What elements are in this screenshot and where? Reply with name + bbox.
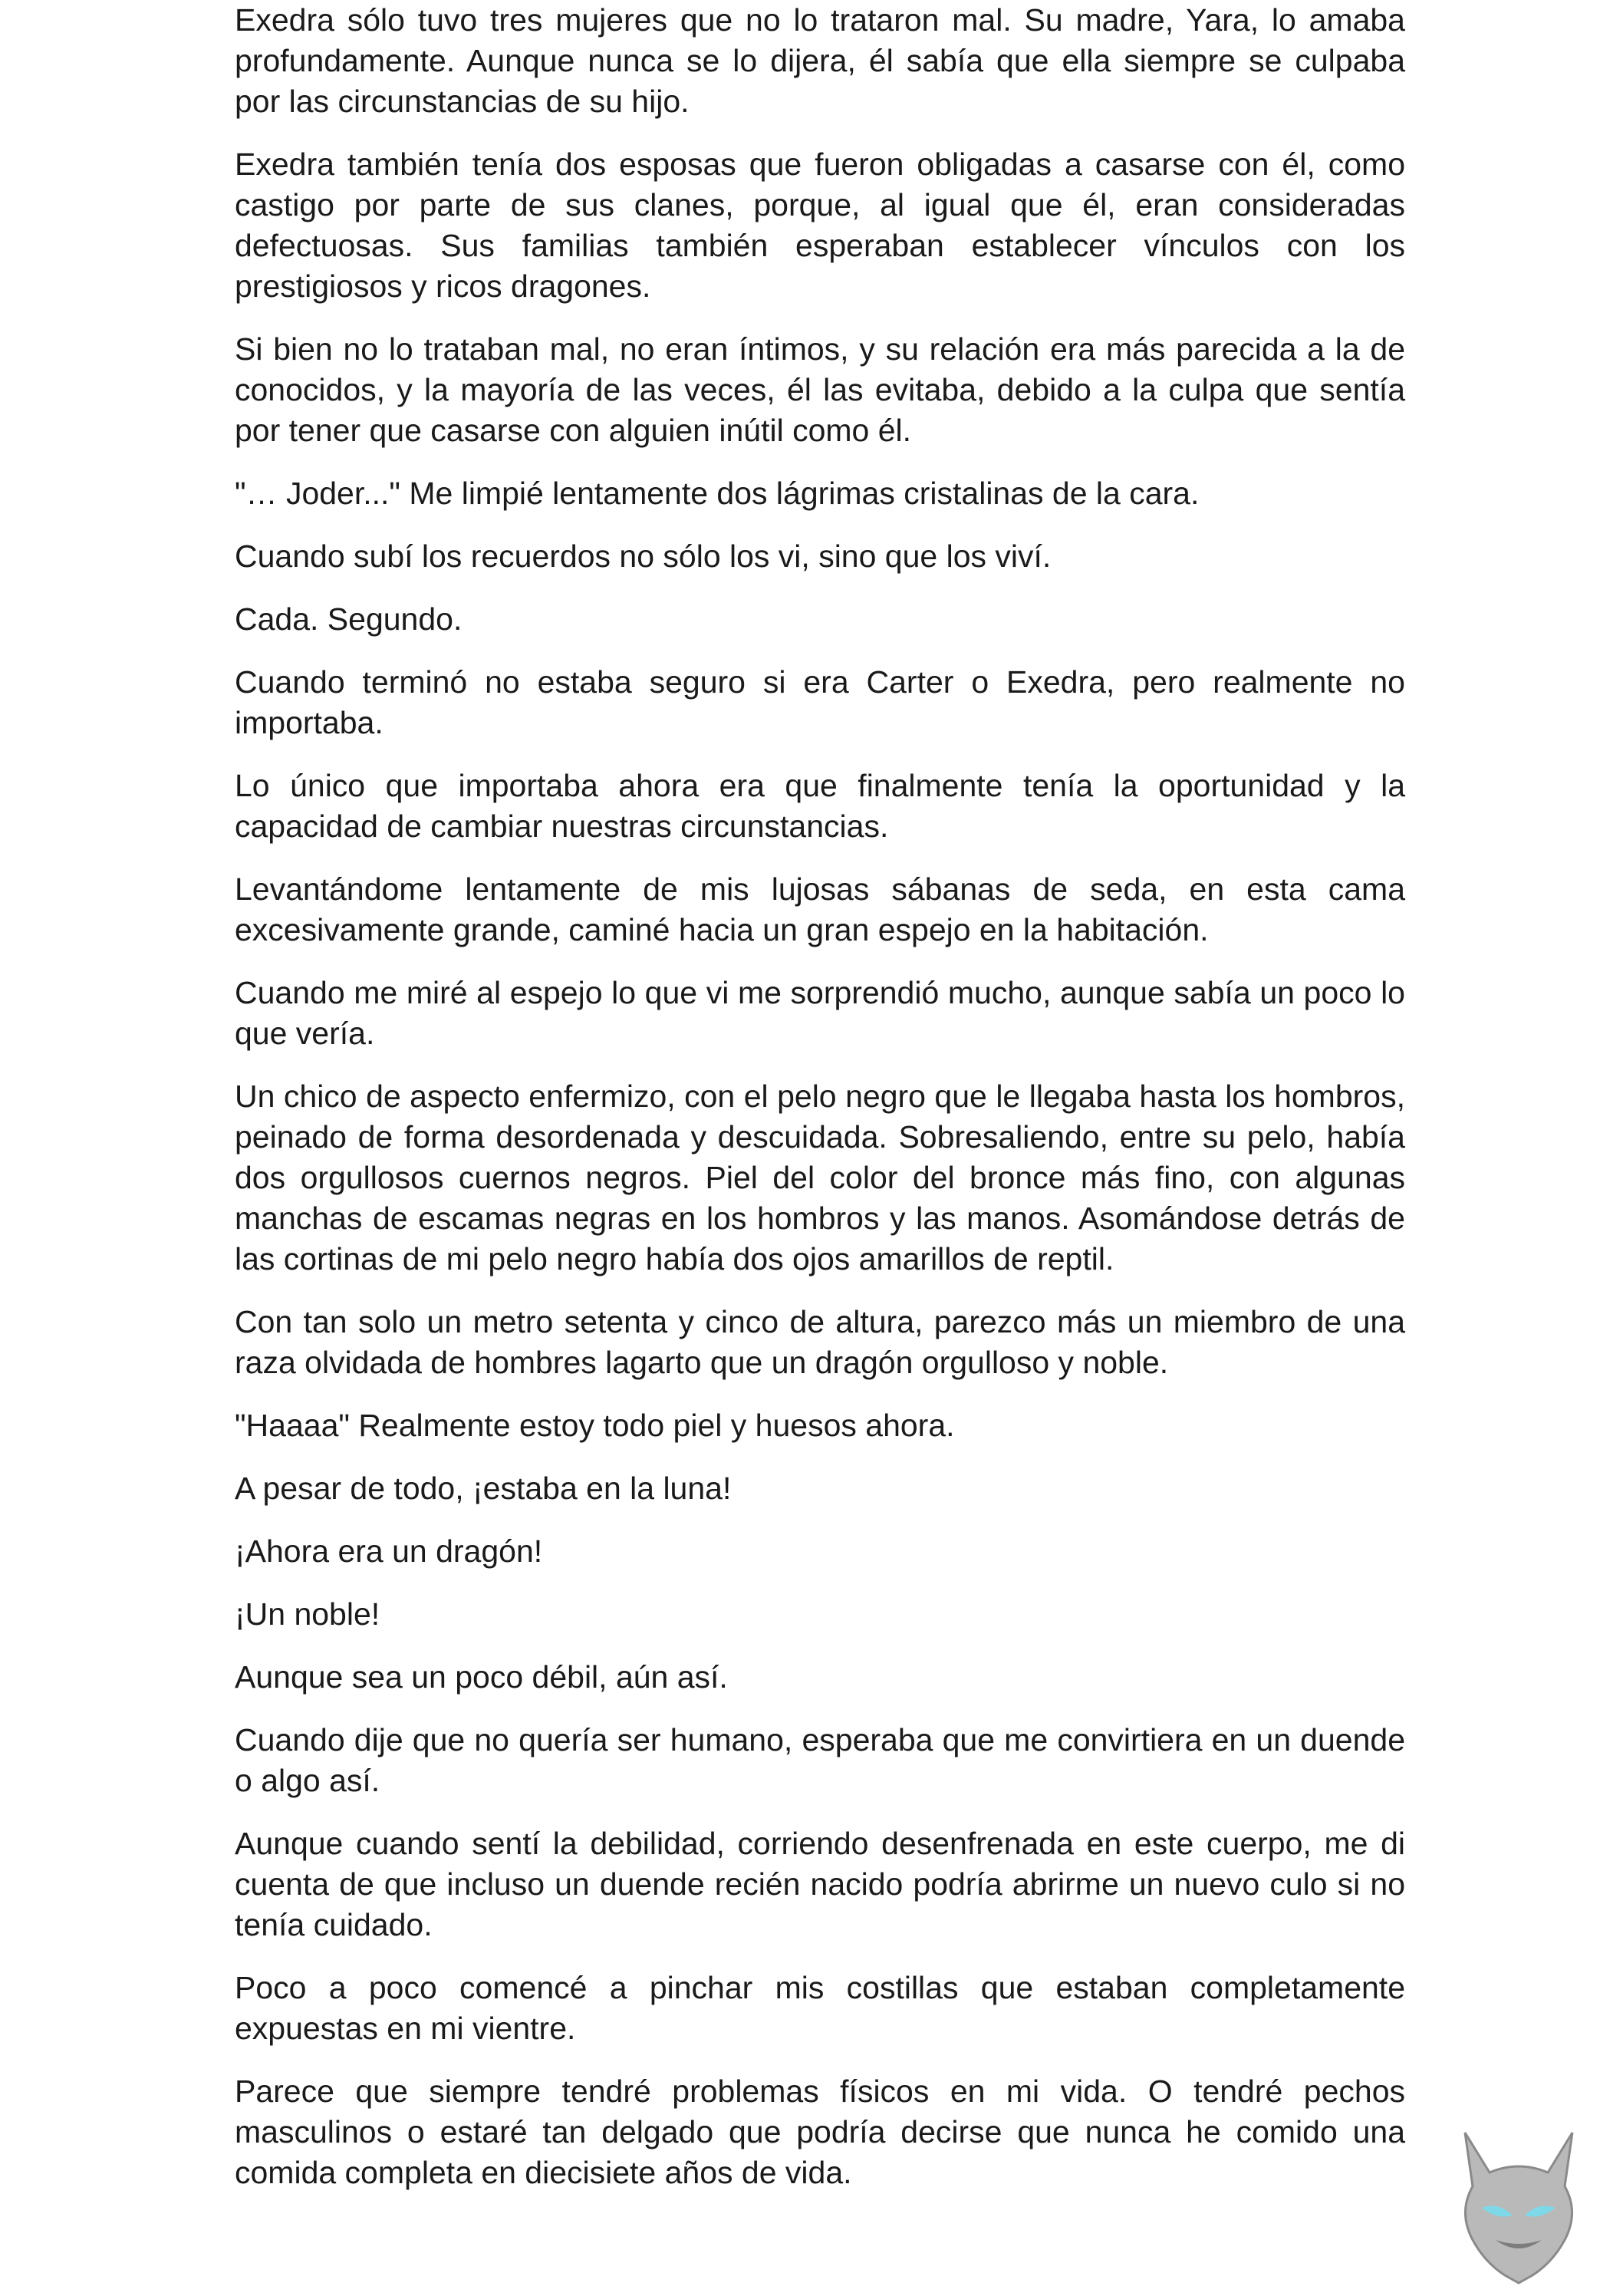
paragraph: Lo único que importaba ahora era que finalmente tenía la oportunidad y la capacidad de cambiar nuestras circunstancias. bbox=[235, 768, 1405, 844]
document-page bbox=[235, 0, 1405, 2215]
paragraph: Cuando me miré al espejo lo que vi me sorprendió mucho, aunque sabía un poco lo que vería. bbox=[235, 975, 1405, 1051]
paragraph: Exedra también tenía dos esposas que fueron obligadas a casarse con él, como castigo por parte de sus clanes, porque, al igual que él, eran consideradas defectuosas. Sus familias también esperaban establecer vínculos con los prestigiosos y ricos dragones. bbox=[235, 147, 1405, 304]
demon-head-icon bbox=[1442, 2125, 1595, 2286]
paragraph: Exedra sólo tuvo tres mujeres que no lo trataron mal. Su madre, Yara, lo amaba profundamente. Aunque nunca se lo dijera, él sabía que ella siempre se culpaba por las circunstancias de su hijo. bbox=[235, 2, 1405, 119]
paragraph: A pesar de todo, ¡estaba en la luna! bbox=[235, 1471, 732, 1506]
paragraph: Cuando dije que no quería ser humano, esperaba que me convirtiera en un duende o algo así. bbox=[235, 1722, 1405, 1798]
paragraph: "Haaaa" Realmente estoy todo piel y huesos ahora. bbox=[235, 1408, 955, 1443]
paragraph: ¡Un noble! bbox=[235, 1596, 380, 1632]
paragraph: Aunque sea un poco débil, aún así. bbox=[235, 1659, 728, 1695]
paragraph: Un chico de aspecto enfermizo, con el pelo negro que le llegaba hasta los hombros, peinado de forma desordenada y descuidada. Sobresaliendo, entre su pelo, había dos orgullosos cuernos negros. Piel del color del bronce más fino, con algunas manchas de escamas negras en los hombros y las manos. Asomándose detrás de las cortinas de mi pelo negro había dos ojos amarillos de reptil. bbox=[235, 1079, 1405, 1276]
paragraph: Si bien no lo trataban mal, no eran íntimos, y su relación era más parecida a la de conocidos, y la mayoría de las veces, él las evitaba, debido a la culpa que sentía por tener que casarse con alguien inútil como él. bbox=[235, 331, 1405, 448]
paragraph: Parece que siempre tendré problemas físicos en mi vida. O tendré pechos masculinos o estaré tan delgado que podría decirse que nunca he comido una comida completa en diecisiete años de vida. bbox=[235, 2074, 1405, 2190]
paragraph: Aunque cuando sentí la debilidad, corriendo desenfrenada en este cuerpo, me di cuenta de que incluso un duende recién nacido podría abrirme un nuevo culo si no tenía cuidado. bbox=[235, 1826, 1405, 1942]
paragraph: Cuando terminó no estaba seguro si era Carter o Exedra, pero realmente no importaba. bbox=[235, 664, 1405, 740]
paragraph: Cuando subí los recuerdos no sólo los vi, sino que los viví. bbox=[235, 539, 1052, 574]
paragraph: Levantándome lentamente de mis lujosas sábanas de seda, en esta cama excesivamente grande, caminé hacia un gran espejo en la habitación. bbox=[235, 871, 1405, 947]
paragraph: Cada. Segundo. bbox=[235, 601, 463, 637]
paragraph: "… Joder..." Me limpié lentamente dos lágrimas cristalinas de la cara. bbox=[235, 476, 1200, 511]
paragraph: Con tan solo un metro setenta y cinco de altura, parezco más un miembro de una raza olvidada de hombres lagarto que un dragón orgulloso y noble. bbox=[235, 1304, 1405, 1380]
paragraph: Poco a poco comencé a pinchar mis costillas que estaban completamente expuestas en mi vientre. bbox=[235, 1970, 1405, 2046]
paragraph: ¡Ahora era un dragón! bbox=[235, 1533, 543, 1569]
